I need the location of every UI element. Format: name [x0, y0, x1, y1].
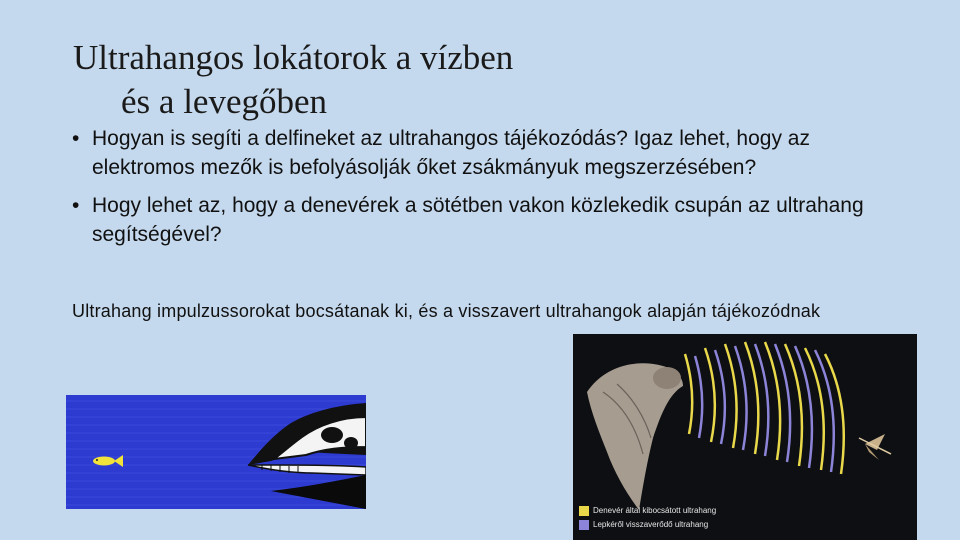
bullet-text: Hogy lehet az, hogy a denevérek a sötétben vakon közlekedik csupán az ultrahang segítségével?: [92, 194, 864, 246]
bullet-dot: •: [72, 127, 80, 150]
bat-image-legend: [579, 504, 716, 532]
legend-item: [579, 504, 716, 518]
legend-label: Lepkéről visszaverődő ultrahang: [593, 520, 709, 529]
bullet-text: Hogyan is segíti a delfineket az ultrahangos tájékozódás? Igaz lehet, hogy az elektromos mezők is befolyásolják őket zsákmányuk megszerzésében?: [92, 127, 810, 179]
bat-icon: [587, 363, 683, 510]
dolphin-illustration: [66, 395, 366, 509]
explanation-note: Ultrahang impulzussorokat bocsátanak ki, és a visszavert ultrahangok alapján tájékozódnak: [72, 301, 821, 321]
legend-swatch-emitted: [579, 506, 589, 516]
legend-swatch-reflected: [579, 520, 589, 530]
bullet-list: [72, 124, 892, 258]
legend-item: [579, 518, 716, 532]
slide-title: [73, 36, 513, 124]
bullet-item: [72, 124, 892, 182]
bullet-item: [72, 191, 892, 249]
bat-illustration: [573, 334, 917, 540]
legend-label: Denevér által kibocsátott ultrahang: [593, 506, 717, 515]
title-line-2: és a levegőben: [121, 82, 328, 121]
bullet-dot: •: [72, 194, 80, 217]
title-line-1: Ultrahangos lokátorok a vízben: [73, 38, 514, 77]
moth-icon: [859, 434, 891, 460]
